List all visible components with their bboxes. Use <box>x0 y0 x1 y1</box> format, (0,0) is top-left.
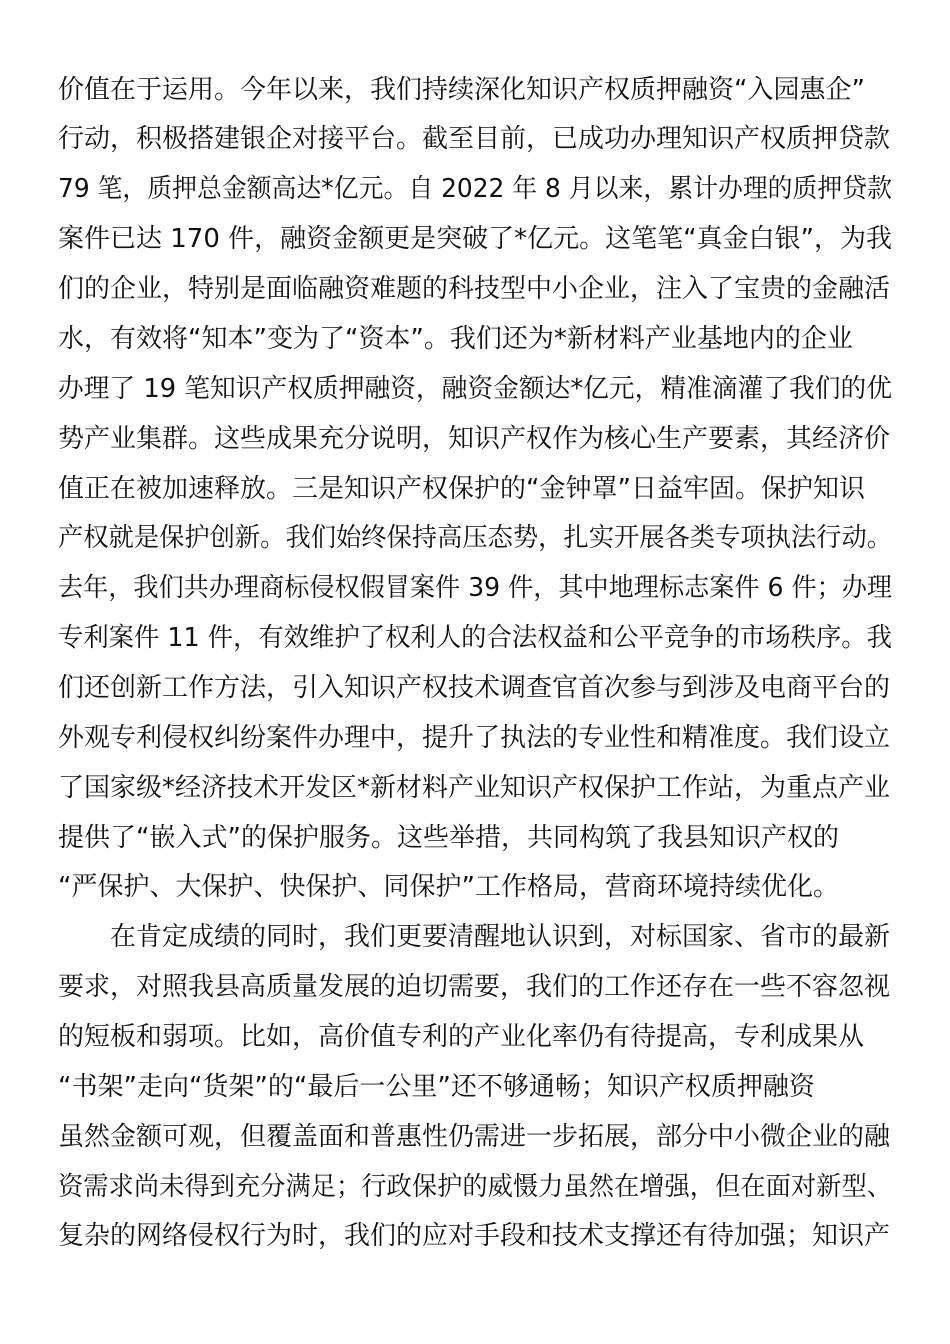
text-line: 提供了“嵌入式”的保护服务。这些举措，共同构筑了我县知识产权的 <box>58 823 839 853</box>
text-line: 去年，我们共办理商标侵权假冒案件 39 件，其中地理标志案件 6 件；办理 <box>58 573 892 603</box>
paragraph-first-line: 在肯定成绩的同时，我们更要清醒地认识到，对标国家、省市的最新 <box>110 922 891 952</box>
text-line: 复杂的网络侵权行为时，我们的应对手段和技术支撑还有待加强；知识产 <box>58 1221 891 1251</box>
text-line: 势产业集群。这些成果充分说明，知识产权作为核心生产要素，其经济价 <box>58 424 891 454</box>
text-line: 虽然金额可观，但覆盖面和普惠性仍需进一步拓展，部分中小微企业的融 <box>58 1122 891 1152</box>
text-line: 值正在被加速释放。三是知识产权保护的“金钟罩”日益牢固。保护知识 <box>58 474 865 504</box>
text-line: 们的企业，特别是面临融资难题的科技型中小企业，注入了宝贵的金融活 <box>58 274 891 304</box>
text-line: 们还创新工作方法，引入知识产权技术调查官首次参与到涉及电商平台的 <box>58 673 891 703</box>
text-line: 案件已达 170 件，融资金额更是突破了*亿元。这笔笔“真金白银”，为我 <box>58 224 892 254</box>
text-line: 办理了 19 笔知识产权质押融资，融资金额达*亿元，精准滴灌了我们的优 <box>58 374 892 404</box>
text-line: 专利案件 11 件，有效维护了权利人的合法权益和公平竞争的市场秩序。我 <box>58 623 892 653</box>
text-line: 要求，对照我县高质量发展的迫切需要，我们的工作还存在一些不容忽视 <box>58 972 891 1002</box>
text-line: 行动，积极搭建银企对接平台。截至目前，已成功办理知识产权质押贷款 <box>58 124 891 154</box>
text-line: 产权就是保护创新。我们始终保持高压态势，扎实开展各类专项执法行动。 <box>58 523 892 553</box>
text-line: 价值在于运用。今年以来，我们持续深化知识产权质押融资“入园惠企” <box>58 75 865 105</box>
text-line: 水，有效将“知本”变为了“资本”。我们还为*新材料产业基地内的企业 <box>58 324 853 354</box>
text-line: 的短板和弱项。比如，高价值专利的产业化率仍有待提高，专利成果从 <box>58 1022 865 1052</box>
text-line: “书架”走向“货架”的“最后一公里”还不够通畅；知识产权质押融资 <box>58 1072 815 1102</box>
text-line: 79 笔，质押总金额高达*亿元。自 2022 年 8 月以来，累计办理的质押贷款 <box>58 174 892 204</box>
text-line: 资需求尚未得到充分满足；行政保护的威慑力虽然在增强，但在面对新型、 <box>58 1172 892 1202</box>
text-line: “严保护、大保护、快保护、同保护”工作格局，营商环境持续优化。 <box>58 872 839 902</box>
text-line: 了国家级*经济技术开发区*新材料产业知识产权保护工作站，为重点产业 <box>58 773 891 803</box>
text-line: 外观专利侵权纠纷案件办理中，提升了执法的专业性和精准度。我们设立 <box>58 723 891 753</box>
